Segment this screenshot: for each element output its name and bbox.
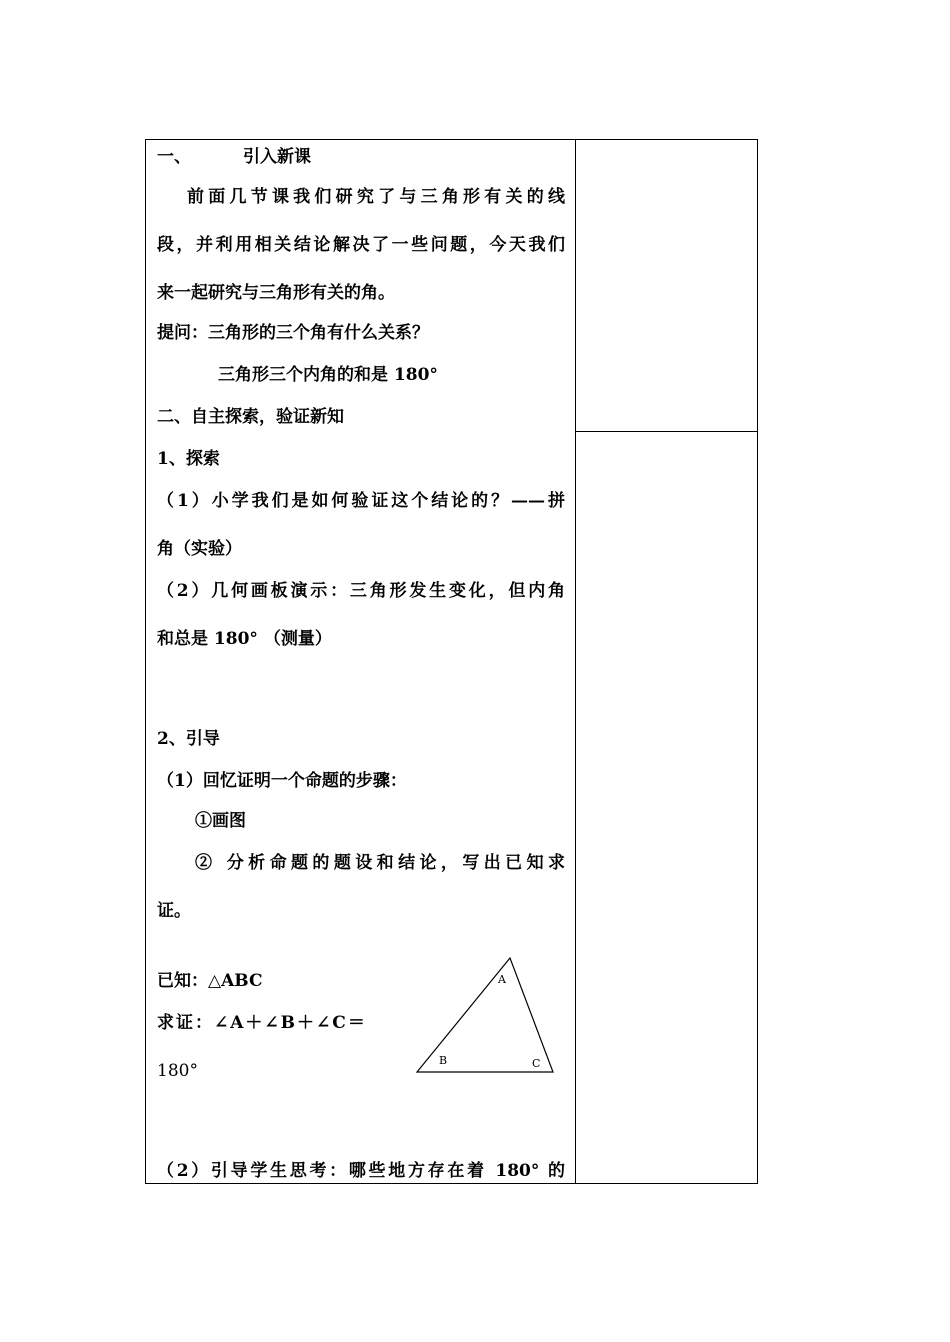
intro-para-line1: 前面几节课我们研究了与三角形有关的线 (187, 187, 565, 207)
prove-text: 求证：∠A＋∠B＋∠C＝ (157, 1013, 367, 1033)
section2-heading: 二、自主探索，验证新知 (157, 407, 344, 427)
triangle-abc (417, 958, 553, 1072)
item1-line2: 角（实验） (157, 539, 242, 559)
vertex-label-b: B (439, 1054, 448, 1067)
prove-value: 180° (157, 1061, 198, 1081)
item2-line1: （2）几何画板演示：三角形发生变化，但内角 (157, 581, 565, 601)
intro-para-line2: 段，并利用相关结论解决了一些问题，今天我们 (157, 235, 565, 255)
item2-line2: 和总是 180° （测量） (157, 629, 332, 649)
step2-line2: 证。 (157, 901, 191, 921)
step2-line1: ② 分析命题的题设和结论，写出已知求 (195, 853, 565, 873)
item1-line1: （1）小学我们是如何验证这个结论的？——拼 (157, 491, 565, 511)
intro-para-line3: 来一起研究与三角形有关的角。 (157, 283, 395, 303)
given-text: 已知：△ABC (157, 971, 263, 991)
notes-row-divider (575, 431, 758, 432)
question-text: 提问：三角形的三个角有什么关系？ (157, 323, 429, 343)
triangle-figure (410, 952, 560, 1077)
section1-heading-text: 引入新课 (243, 147, 311, 167)
vertex-label-a: A (498, 973, 506, 986)
item3-text: （1）回忆证明一个命题的步骤： (157, 771, 407, 791)
column-divider (575, 139, 576, 1184)
section1-heading-number: 一、 (157, 147, 191, 167)
sub-heading-guide: 2、引导 (157, 729, 220, 749)
vertex-label-c: C (532, 1057, 541, 1070)
step1-text: ①画图 (195, 811, 246, 831)
answer-text: 三角形三个内角的和是 180° (218, 365, 438, 385)
item4-text: （2）引导学生思考：哪些地方存在着 180° 的 (157, 1161, 565, 1181)
section1-heading (157, 146, 567, 168)
sub-heading-explore: 1、探索 (157, 449, 220, 469)
